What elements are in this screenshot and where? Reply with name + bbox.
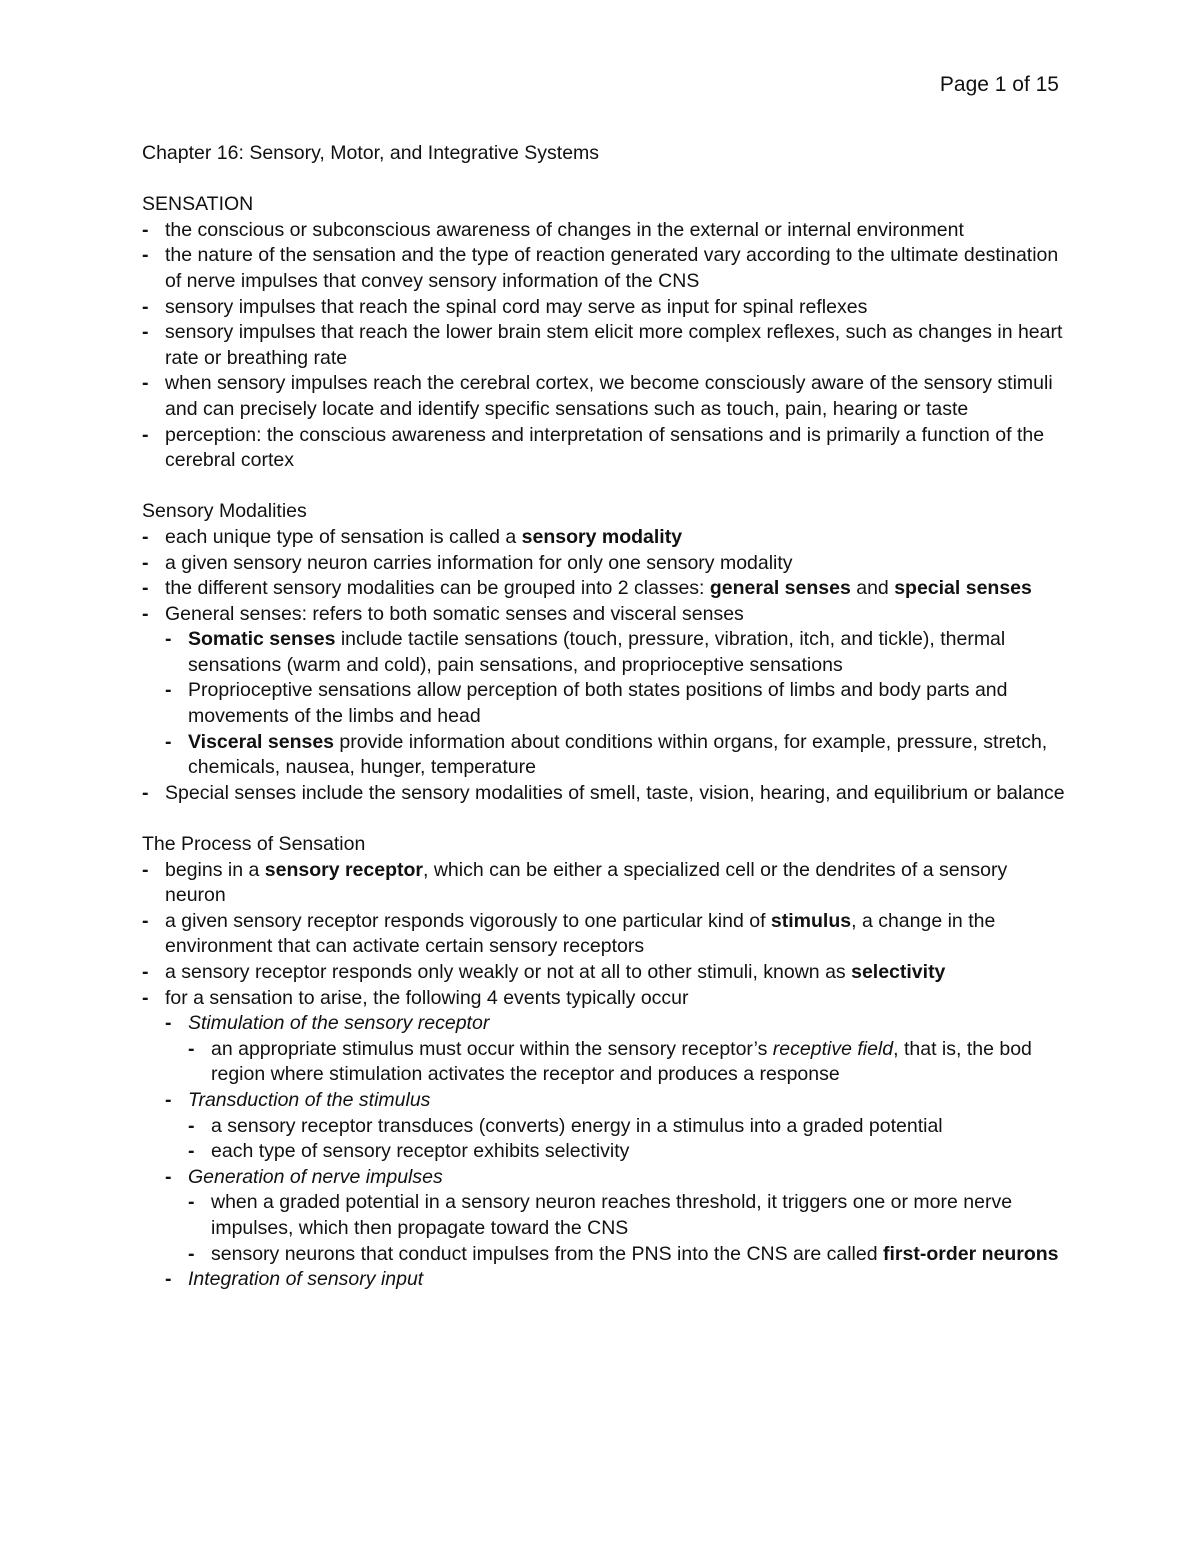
sublist-item: [165, 730, 1067, 781]
text-run: sensory neurons that conduct impulses from the PNS into the CNS are called: [211, 1242, 883, 1265]
bold-term: stimulus: [770, 909, 852, 932]
text-run: a sensory receptor responds only weakly or not at all to other stimuli, known as: [165, 961, 852, 983]
list-item: [142, 986, 1067, 1293]
italic-term: receptive field: [772, 1037, 894, 1060]
event-item: [165, 1011, 1067, 1088]
event-detail-list: [188, 1114, 1067, 1165]
list-item: [142, 858, 1067, 909]
list-item: - perception: the conscious awareness and interpretation of sensations and is primarily a function of the cerebral cortex: [142, 423, 1067, 474]
event-detail-list: [188, 1037, 1067, 1088]
text-run: begins in a: [165, 858, 265, 881]
list-item: [142, 909, 1067, 960]
event-detail: - each type of sensory receptor exhibits selectivity: [188, 1139, 1067, 1165]
section-heading-sensation: SENSATION: [142, 193, 254, 216]
text-run: , which can be either a specialized cell or the dendrites of a sensory neuron: [165, 858, 1008, 907]
text-run: a given sensory receptor responds vigorously to one particular kind of: [165, 909, 771, 932]
text-run: , a change in the environment that can activate certain sensory receptors: [165, 909, 996, 958]
list-item: [142, 525, 1067, 551]
text-run: include tactile sensations (touch, pressure, vibration, itch, and tickle), thermal sensations (warm and cold), pain sensations, and proprioceptive sensations: [188, 628, 1006, 676]
event-detail: [188, 1037, 1067, 1088]
section-heading-modalities: Sensory Modalities: [142, 500, 307, 523]
bold-term: selectivity: [851, 961, 946, 983]
events-list: [165, 1011, 1067, 1293]
event-title: Stimulation of the sensory receptor: [188, 1012, 490, 1035]
list-item: - Special senses include the sensory modalities of smell, taste, vision, hearing, and equilibrium or balance: [142, 781, 1067, 807]
bold-term: sensory receptor: [264, 858, 423, 881]
event-item: [165, 1267, 1067, 1293]
text-run: , that is, the bod region where stimulation activates the receptor and produces a response: [211, 1037, 1032, 1086]
list-item: - the nature of the sensation and the type of reaction generated vary according to the ultimate destination of nerve impulses that convey sensory information of the CNS: [142, 243, 1067, 294]
bold-term: first-order neurons: [883, 1242, 1059, 1265]
text-run: provide information about conditions within organs, for example, pressure, stretch, chemicals, nausea, hunger, temperature: [188, 730, 1048, 779]
text-run: and: [850, 577, 895, 600]
list-item: - sensory impulses that reach the lower brain stem elicit more complex reflexes, such as changes in heart rate or breathing rate: [142, 320, 1067, 371]
text-run: each unique type of sensation is called a: [165, 525, 522, 548]
text-run: an appropriate stimulus must occur within the sensory receptor’s: [211, 1037, 773, 1060]
list-item: - a given sensory neuron carries information for only one sensory modality: [142, 551, 1067, 577]
event-detail: - a sensory receptor transduces (converts) energy in a stimulus into a graded potential: [188, 1114, 1067, 1140]
sensation-list: [142, 218, 1067, 474]
sublist-item: - Proprioceptive sensations allow perception of both states positions of limbs and body parts and movements of the limbs and head: [165, 678, 1067, 729]
event-item: [165, 1165, 1067, 1267]
text-run: the different sensory modalities can be grouped into 2 classes:: [165, 577, 710, 600]
sublist: [165, 627, 1067, 781]
event-detail-list: [188, 1190, 1067, 1267]
section-process-of-sensation: [142, 832, 1067, 1293]
bold-term: special senses: [894, 577, 1032, 600]
document-body: [142, 141, 1067, 1318]
section-heading-process: The Process of Sensation: [142, 833, 366, 856]
text-run: General senses: refers to both somatic senses and visceral senses: [165, 602, 744, 625]
page-number: Page 1 of 15: [939, 73, 1059, 96]
process-list: [142, 858, 1067, 1293]
modalities-list: [142, 525, 1067, 807]
bold-term: Visceral senses: [188, 730, 335, 753]
section-sensation: [142, 192, 1067, 474]
list-item: - when sensory impulses reach the cerebral cortex, we become consciously aware of the sensory stimuli and can precisely locate and identify specific sensations such as touch, pain, hearing or taste: [142, 371, 1067, 422]
list-item: - the conscious or subconscious awareness of changes in the external or internal environment: [142, 218, 1067, 244]
bold-term: sensory modality: [521, 525, 683, 548]
bold-term: Somatic senses: [188, 628, 336, 651]
chapter-title: Chapter 16: Sensory, Motor, and Integrative Systems: [142, 142, 600, 164]
event-title: Integration of sensory input: [188, 1268, 424, 1291]
list-item: [142, 960, 1067, 986]
event-detail: - when a graded potential in a sensory neuron reaches threshold, it triggers one or more nerve impulses, which then propagate toward the CNS: [188, 1190, 1067, 1241]
section-sensory-modalities: [142, 499, 1067, 806]
list-item: - sensory impulses that reach the spinal cord may serve as input for spinal reflexes: [142, 295, 1067, 321]
list-item: [142, 602, 1067, 781]
bold-term: general senses: [709, 577, 851, 600]
event-title: Transduction of the stimulus: [188, 1088, 431, 1111]
list-item: [142, 576, 1067, 602]
event-item: [165, 1088, 1067, 1165]
event-detail: [188, 1242, 1067, 1268]
text-run: for a sensation to arise, the following 4 events typically occur: [165, 986, 689, 1009]
sublist-item: [165, 627, 1067, 678]
event-title: Generation of nerve impulses: [188, 1165, 443, 1188]
